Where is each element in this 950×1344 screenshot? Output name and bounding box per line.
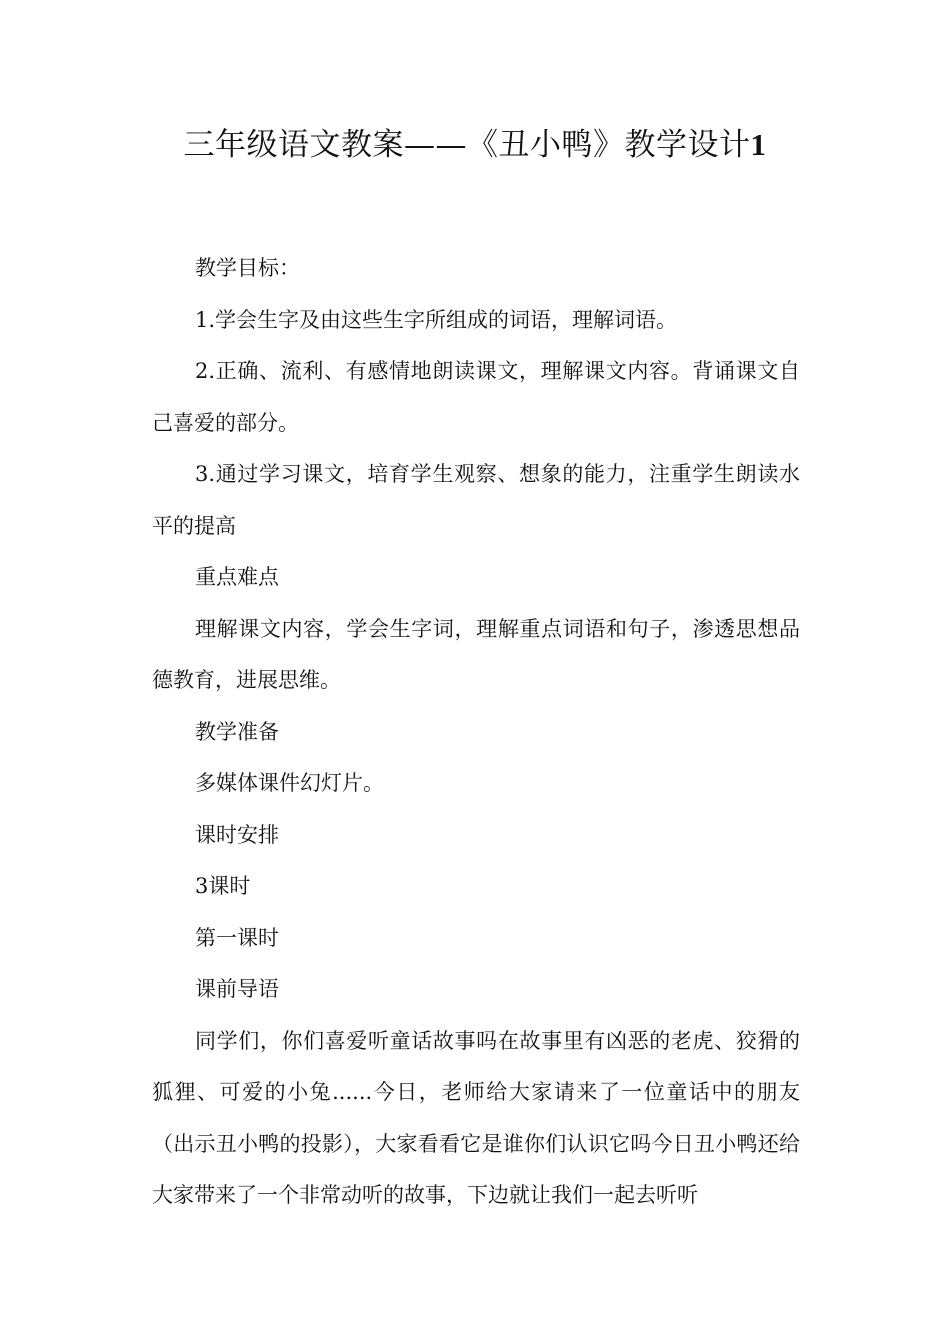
preparation-text: 多媒体课件幻灯片。: [195, 771, 384, 795]
document-title: [0, 122, 950, 168]
section-heading-schedule: 课时安排: [195, 822, 279, 847]
section-heading-objectives: 教学目标：: [195, 256, 300, 280]
section-heading-key-points: 重点难点: [195, 565, 279, 589]
intro-text: 同学们，你们喜爱听童话故事吗在故事里有凶恶的老虎、狡猾的狐狸、可爱的小兔......今日，老师给大家请来了一位童话中的朋友（出示丑小鸭的投影），大家看看它是谁你们认识它吗今日丑小鸭还给大家带来了一个非常动听的故事，下边就让我们一起去听听: [152, 1028, 800, 1207]
section-heading-intro: 课前导语: [195, 977, 279, 1001]
objective-1: 1.学会生字及由这些生字所组成的词语，理解词语。: [195, 307, 678, 332]
title-text: 三年级语文教案——《丑小鸭》教学设计: [183, 127, 751, 163]
schedule-text: 3课时: [195, 874, 251, 898]
key-points-text: 理解课文内容，学会生字词，理解重点词语和句子，渗透思想品德教育，进展思维。: [152, 616, 800, 692]
objective-3: 3.通过学习课文，培育学生观察、想象的能力，注重学生朗读水平的提高: [152, 462, 800, 538]
section-heading-preparation: 教学准备: [195, 719, 279, 744]
section-heading-first-lesson: 第一课时: [195, 925, 279, 950]
document-body: [152, 243, 800, 1222]
title-number: 1: [750, 127, 767, 162]
objective-2: 2.正确、流利、有感情地朗读课文，理解课文内容。背诵课文自己喜爱的部分。: [152, 359, 800, 435]
